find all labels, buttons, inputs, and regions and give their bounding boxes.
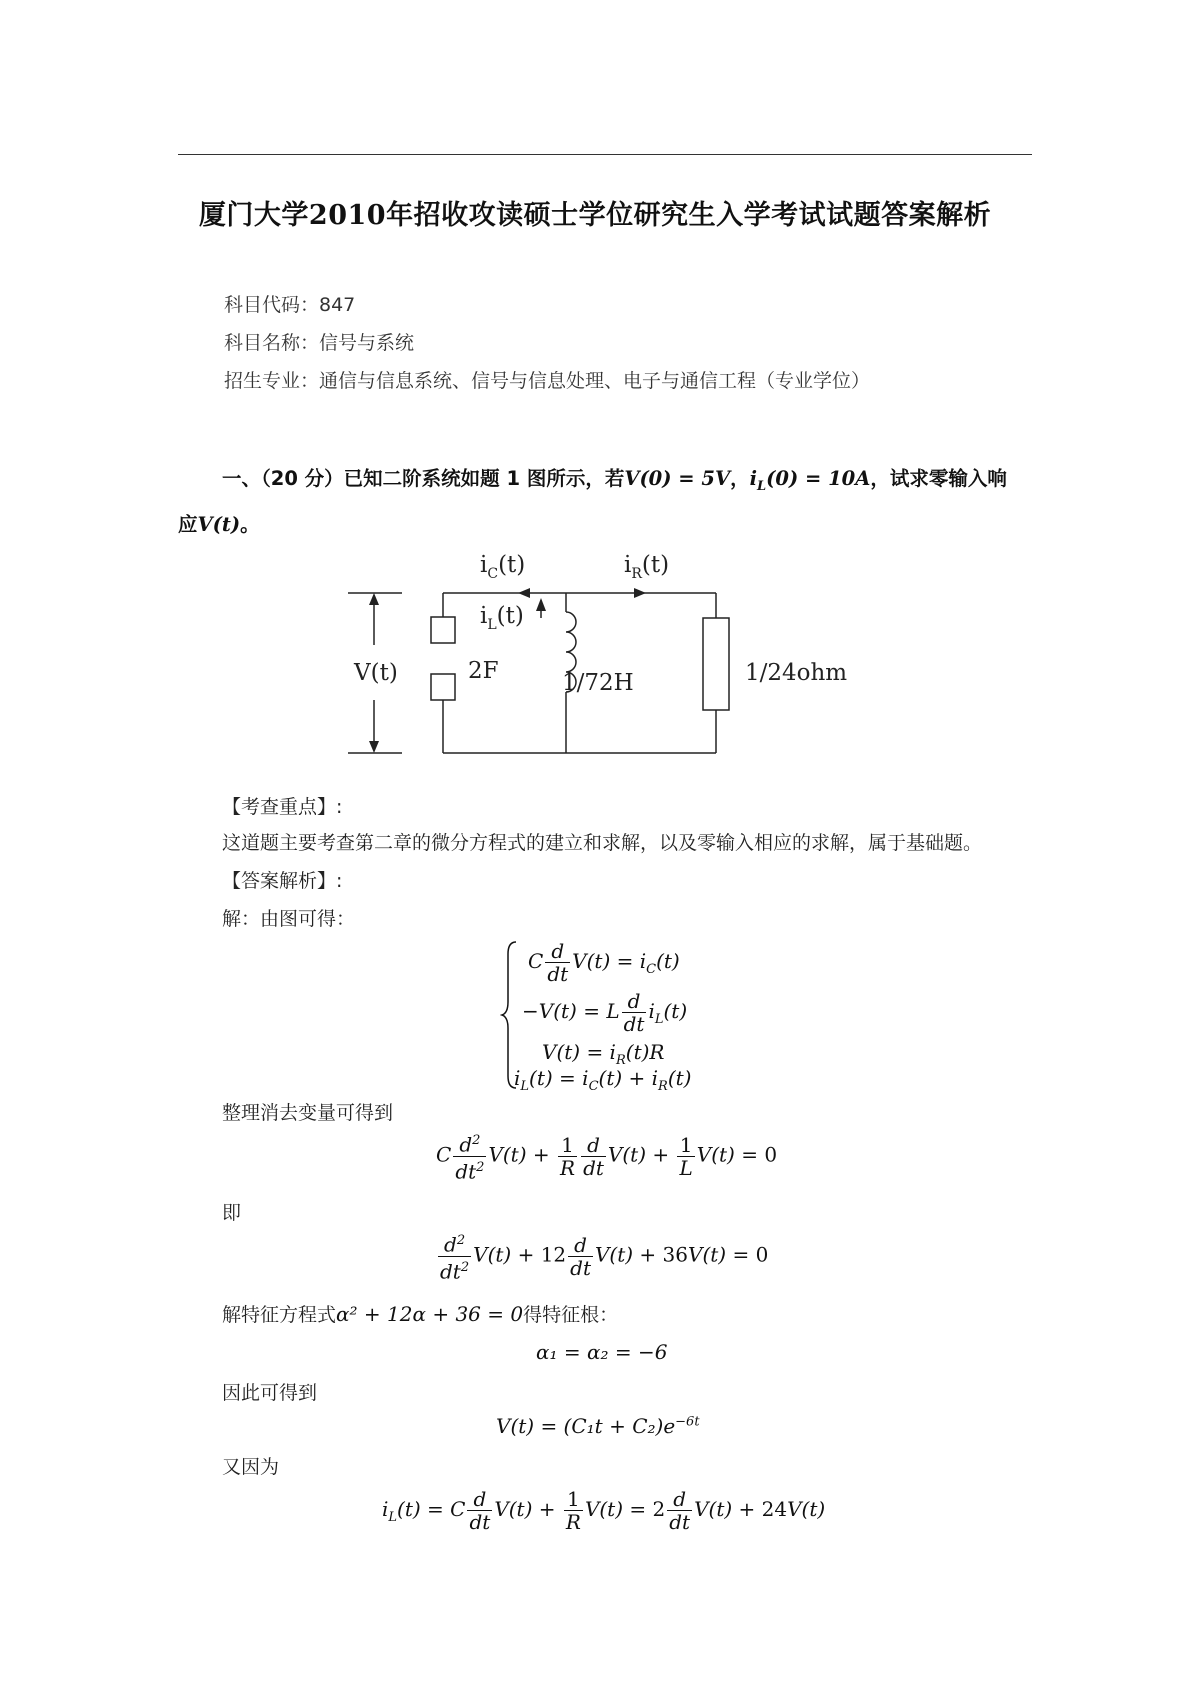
- focus-text: 这道题主要考查第二章的微分方程式的建立和求解，以及零输入相应的求解，属于基础题。: [222, 832, 983, 854]
- general-solution: $V(t) = (C_1t + C_2)e^{-6t}$: [496, 1414, 700, 1438]
- major: 招生专业：通信与信息系统、信号与信息处理、电子与通信工程（专业学位）: [224, 370, 871, 392]
- resistor-label: 1/24ohm: [745, 660, 848, 686]
- capacitor-label: 2F: [468, 658, 499, 684]
- roots: α₁ = α₂ = −6: [536, 1340, 668, 1364]
- also-text: 又因为: [222, 1456, 280, 1478]
- hence-text: 因此可得到: [222, 1382, 318, 1404]
- eq-cap: C $\frac{d}{dt}$ $V(t) = i_C(t)$: [528, 939, 680, 986]
- capacitor-plate-top: [431, 617, 455, 643]
- ir-arrow: [634, 588, 646, 598]
- question-1: [178, 460, 1032, 544]
- il-label: $i_L(t)$: [480, 603, 524, 633]
- ic-arrow: [518, 588, 530, 598]
- period: 。: [240, 512, 260, 536]
- initial-voltage: V(0) = 5V: [624, 467, 731, 490]
- ji-text: 即: [222, 1202, 242, 1224]
- question-text: 一、（20 分）已知二阶系统如题 1 图所示，若: [222, 467, 625, 490]
- initial-current: $i_L(0) = 10A$: [749, 467, 871, 494]
- eq-second-order: C $\frac{d^2}{dt^2}$ V(t) + $\frac{1}{R}$ $\frac{d}{dt}$ V(t) + $\frac{1}{L}$ V(t) = 0: [436, 1130, 777, 1182]
- ic-label: $i_C(t)$: [480, 552, 526, 582]
- circuit-diagram: [330, 545, 870, 765]
- inductor-label: 1/72H: [562, 670, 634, 696]
- eq-ind: −V(t) = L $\frac{d}{dt}$ $i_L(t)$: [522, 989, 688, 1036]
- subject-code: 科目代码：847: [224, 294, 356, 316]
- voltage-label: V(t): [354, 660, 398, 686]
- resistor: [703, 618, 729, 710]
- ir-label: $i_R(t)$: [624, 552, 670, 582]
- eq-il: $i_L(t) = C$ $\frac{d}{dt}$ V(t) + $\frac{1}{R}$ V(t) = 2 $\frac{d}{dt}$ V(t) + 24V(t): [382, 1487, 826, 1534]
- char-post: 得特征根：: [523, 1304, 619, 1326]
- eq-kcl: $i_L(t) = i_C(t) + i_R(t)$: [514, 1066, 692, 1094]
- solution-intro: 解：由图可得：: [222, 908, 356, 930]
- top-rule: [178, 154, 1032, 155]
- eliminate-text: 整理消去变量可得到: [222, 1102, 394, 1124]
- capacitor-plate-bottom: [431, 674, 455, 700]
- char-equation: α² + 12α + 36 = 0: [336, 1302, 524, 1326]
- separator: ，: [730, 467, 750, 490]
- equation-system: [500, 939, 740, 1094]
- question-line2: 应: [178, 512, 198, 536]
- eq-numeric: $\frac{d^2}{dt^2}$ V(t) + 12 $\frac{d}{dt}$ V(t) + 36V(t) = 0: [436, 1230, 768, 1282]
- char-line: [222, 1300, 618, 1327]
- focus-heading: 【考查重点】:: [222, 796, 343, 818]
- answer-heading: 【答案解析】:: [222, 870, 343, 892]
- subject-name: 科目名称：信号与系统: [224, 332, 415, 354]
- response-symbol: V(t): [197, 512, 241, 536]
- eq-res: $V(t) = i_R(t)R$: [542, 1040, 665, 1068]
- char-pre: 解特征方程式: [222, 1304, 337, 1326]
- document-title: 厦门大学2010年招收攻读硕士学位研究生入学考试试题答案解析: [198, 200, 992, 231]
- question-text-end: ，试求零输入响: [870, 467, 1007, 490]
